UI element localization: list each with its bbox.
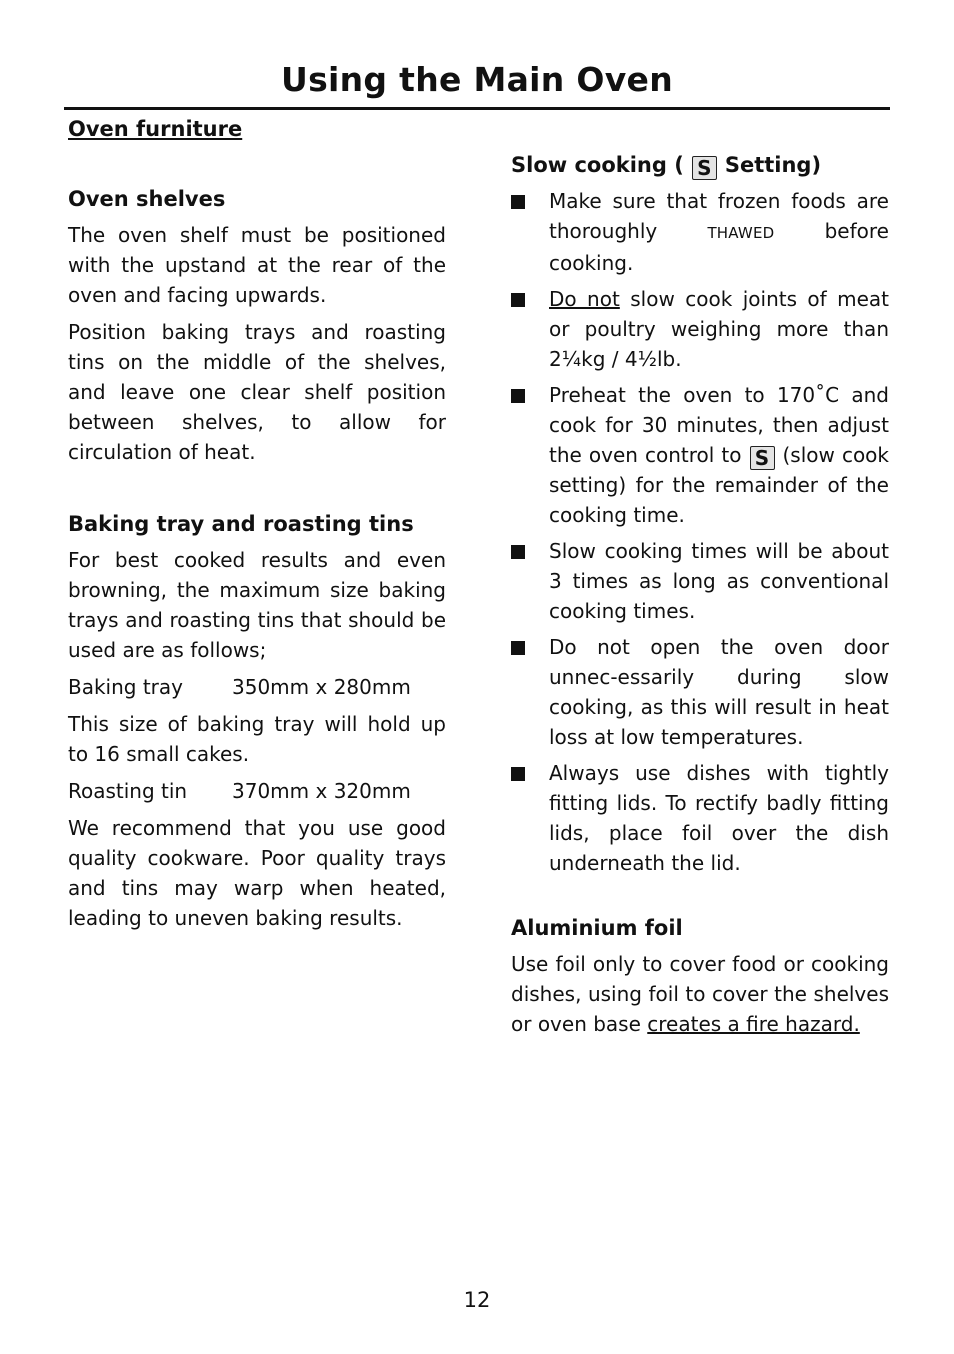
foil-text-pre: Use foil only to cover food or cooking dishes, using foil to cover the shelves or oven base [511,952,889,1036]
square-bullet-icon [511,195,525,209]
bullet-1-thawed: THAWED [707,224,775,242]
slow-cooking-heading-post: Setting) [724,153,822,177]
square-bullet-icon [511,293,525,307]
page-number: 12 [463,1288,491,1312]
bullet-2-do-not: Do not [549,287,620,311]
baking-tray-spec [68,672,446,702]
bullet-5-text: Do not open the oven door unnec-essarily during slow cooking, as this will result in heat loss at low temperatures. [549,635,889,749]
square-bullet-icon [511,545,525,559]
bullet-1-pre: Make sure that frozen foods are thoroughly [549,189,889,243]
baking-tray-heading: Baking tray and roasting tins [68,512,414,536]
right-column [511,150,889,1046]
list-item [511,380,889,530]
roasting-tin-label: Roasting tin [68,779,188,803]
slow-cooking-list [511,186,889,878]
roasting-tin-size: 370mm x 320mm [232,779,411,803]
aluminium-foil-heading: Aluminium foil [511,916,683,940]
bullet-6-text: Always use dishes with tightly fitting lids. To rectify badly fitting lids, place foil over the dish underneath the lid. [549,761,889,875]
square-bullet-icon [511,767,525,781]
list-item [511,632,889,752]
square-bullet-icon [511,389,525,403]
bullet-3-pre: Preheat the oven to 170˚C and cook for 30 minutes, then adjust the oven control to [549,383,889,467]
baking-tray-label: Baking tray [68,675,183,699]
cookware-recommendation: We recommend that you use good quality cookware. Poor quality trays and tins may warp when heated, leading to uneven baking results. [68,816,446,930]
slow-cooking-heading [511,150,889,180]
title-divider [64,107,890,110]
list-item [511,758,889,878]
slow-cooking-heading-pre: Slow cooking ( [511,153,684,177]
list-item [511,284,889,374]
aluminium-foil-paragraph [511,949,889,1039]
oven-furniture-heading: Oven furniture [68,117,243,141]
oven-shelves-paragraph-1: The oven shelf must be positioned with the upstand at the rear of the oven and facing upwards. [68,223,446,307]
baking-intro-paragraph: For best cooked results and even browning, the maximum size baking trays and roasting tins that should be used are as follows; [68,548,446,662]
bullet-4-text: Slow cooking times will be about 3 times as long as conventional cooking times. [549,539,889,623]
list-item [511,186,889,278]
page-title: Using the Main Oven [280,60,674,99]
oven-shelves-heading: Oven shelves [68,187,226,211]
baking-tray-note: This size of baking tray will hold up to 16 small cakes. [68,712,446,766]
roasting-tin-spec [68,776,446,806]
slow-cook-s-icon: S [692,156,717,180]
bullet-3-post: (slow cook setting) for the remainder of the cooking time. [549,443,889,527]
square-bullet-icon [511,641,525,655]
fire-hazard-warning: creates a fire hazard. [647,1012,860,1036]
slow-cook-s-icon: S [750,446,775,470]
left-column [68,114,446,940]
bullet-2-rest: slow cook joints of meat or poultry weighing more than 2¼kg / 4½lb. [549,287,890,371]
bullet-1-post: before cooking. [549,219,889,275]
oven-shelves-paragraph-2: Position baking trays and roasting tins on the middle of the shelves, and leave one clear shelf position between shelves, to allow for circulation of heat. [68,320,446,464]
list-item [511,536,889,626]
baking-tray-size: 350mm x 280mm [232,675,411,699]
